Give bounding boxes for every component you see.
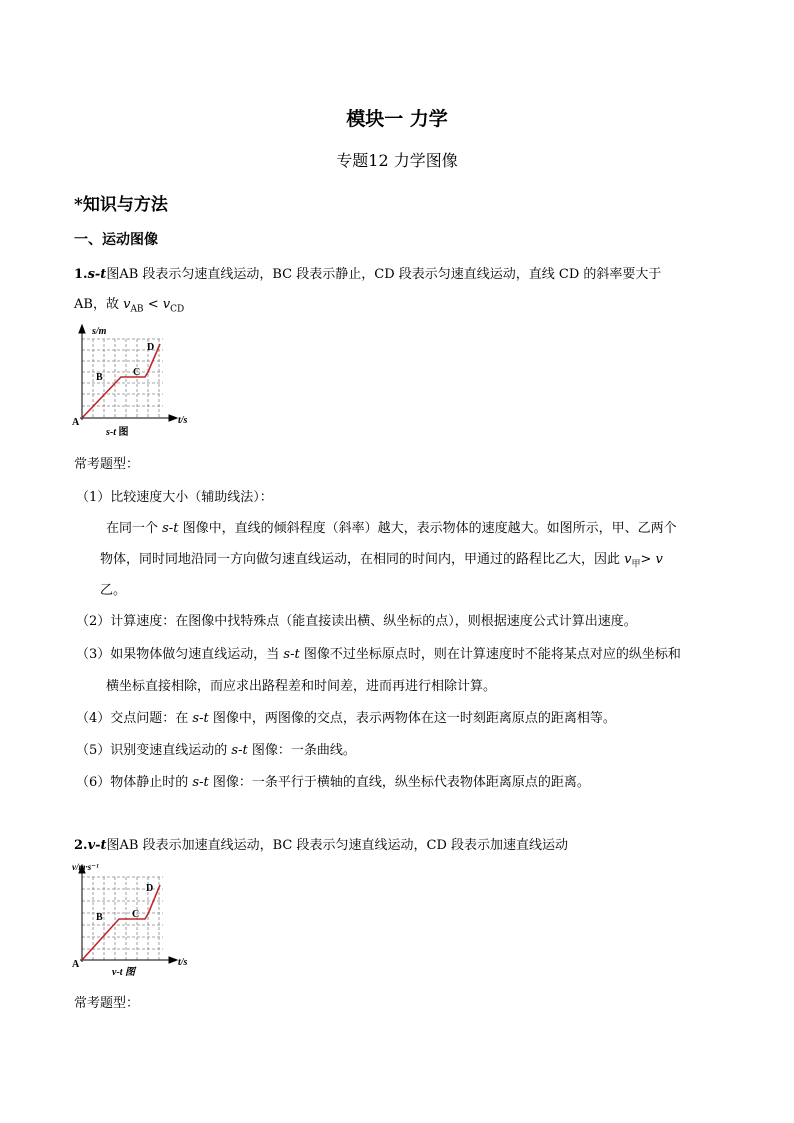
item1-text-a: 图AB 段表示匀速直线运动，BC 段表示静止，CD 段表示匀速直线运动，直线 CD 的斜率要大于 [106, 267, 662, 282]
item2-number: 2. [74, 838, 88, 853]
item1-common-label: 常考题型： [74, 457, 140, 472]
vt-label-d: D [146, 883, 154, 894]
q5-text: （5）识别变速直线运动的 s-t 图像：一条曲线。 [76, 743, 356, 758]
st-label-c: C [133, 367, 141, 378]
vt-graph-figure [68, 856, 198, 978]
st-y-axis-label: s/m [92, 326, 107, 337]
q6-text: （6）物体静止时的 s-t 图像：一条平行于横轴的直线，纵坐标代表物体距离原点的距离。 [76, 775, 590, 790]
st-label-b: B [96, 372, 103, 383]
section-heading: *知识与方法 [74, 195, 168, 215]
item2-line1 [74, 834, 568, 853]
q3-line1: （3）如果物体做匀速直线运动，当 s-t 图像不过坐标原点时，则在计算速度时不能将某点对应的纵坐标和 [76, 647, 681, 662]
item1-graph-name: s-t [87, 267, 107, 282]
st-caption: s-t 图 [106, 427, 129, 438]
topic-subtitle: 专题12 力学图像 [336, 151, 458, 170]
item1-number: 1. [74, 267, 88, 282]
module-title: 模块一 力学 [346, 108, 448, 130]
v-ab: v [123, 297, 131, 312]
q1-line1: 在同一个 s-t 图像中，直线的倾斜程度（斜率）越大，表示物体的速度越大。如图所示，甲、乙两个 [106, 521, 677, 536]
less-than: < [143, 297, 163, 312]
vt-y-axis-label: v/m·s⁻¹ [72, 862, 99, 872]
item1-line2 [74, 293, 184, 315]
vt-label-b: B [96, 912, 103, 923]
item2-text: 图AB 段表示加速直线运动，BC 段表示匀速直线运动，CD 段表示加速直线运动 [106, 838, 568, 853]
st-label-d: D [147, 342, 155, 353]
item1-text-b: AB，故 [74, 297, 124, 312]
q3-line2: 横坐标直接相除，而应求出路程差和时间差，进而再进行相除计算。 [106, 679, 497, 694]
st-label-a: A [72, 417, 80, 428]
item2-graph-name: v-t [87, 838, 107, 853]
q1-line3: 乙。 [100, 583, 127, 598]
vt-label-c: C [132, 909, 140, 920]
q1-title: （1）比较速度大小（辅助线法）： [76, 490, 273, 505]
item1-line1 [74, 263, 661, 282]
st-graph-figure [68, 322, 198, 440]
subsection-heading: 一、运动图像 [74, 232, 158, 248]
vt-caption: v-t 图 [112, 967, 136, 978]
item2-common-label: 常考题型： [74, 996, 140, 1011]
v-cd: v [162, 297, 171, 312]
vt-label-a: A [72, 959, 80, 970]
st-x-axis-label: t/s [178, 415, 188, 426]
v-cd-sub: CD [170, 304, 185, 315]
vt-x-axis-label: t/s [178, 957, 188, 968]
q2-text: （2）计算速度：在图像中找特殊点（能直接读出横、纵坐标的点），则根据速度公式计算出速度。 [76, 614, 637, 629]
vt-axes [79, 865, 177, 963]
q1-line2: 物体，同时同地沿同一方向做匀速直线运动，在相同的时间内，甲通过的路程比乙大，因此 $v_甲> v$ [100, 552, 663, 570]
v-ab-sub: AB [130, 304, 144, 315]
q4-text: （4）交点问题：在 s-t 图像中，两图像的交点，表示两物体在这一时刻距离原点的距离相等。 [76, 711, 616, 726]
